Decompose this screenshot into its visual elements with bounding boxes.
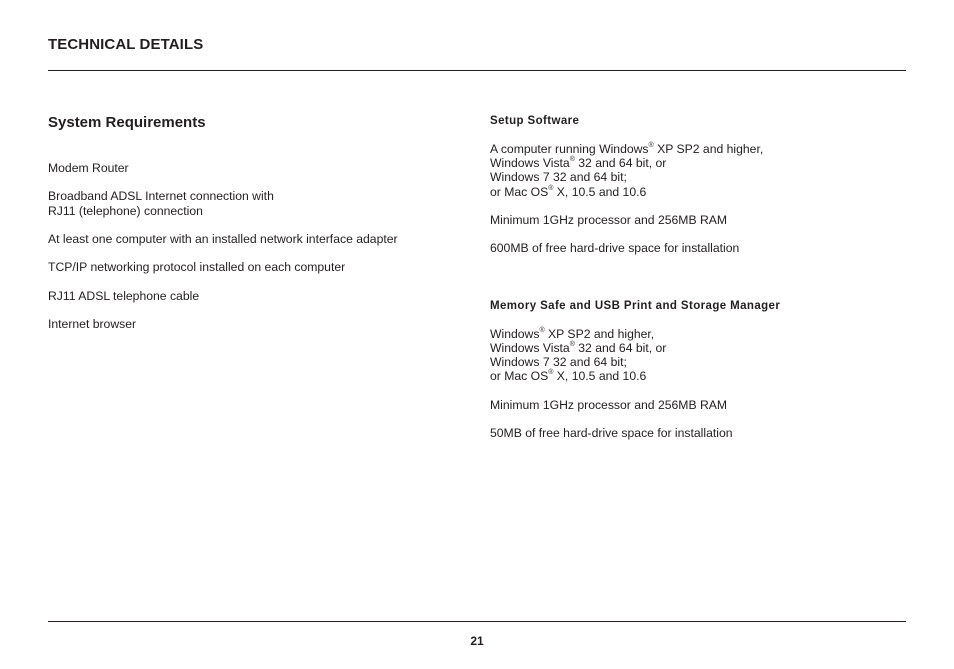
requirement-item — [48, 161, 458, 175]
requirement-item — [48, 317, 458, 331]
right-column — [490, 113, 890, 455]
header-divider — [48, 70, 906, 71]
requirement-item — [48, 232, 458, 246]
requirement-line: RJ11 ADSL telephone cable — [48, 288, 200, 303]
setup-processor-requirement: Minimum 1GHz processor and 256MB RAM — [490, 213, 728, 227]
os-line: Windows Vista® 32 and 64 bit, or — [490, 156, 667, 171]
requirement-line: Broadband ADSL Internet connection with — [48, 189, 274, 204]
requirement-line: Internet browser — [48, 317, 137, 332]
os-line: Windows 7 32 and 64 bit; — [490, 355, 627, 370]
requirement-line: TCP/IP networking protocol installed on each computer — [48, 260, 346, 275]
left-column — [48, 113, 458, 346]
requirement-line: At least one computer with an installed network interface adapter — [48, 231, 398, 246]
setup-os-requirements — [490, 142, 890, 199]
requirement-item — [48, 260, 458, 274]
os-line: A computer running Windows® XP SP2 and higher, — [490, 141, 764, 156]
page-header-title: TECHNICAL DETAILS — [48, 36, 204, 53]
os-line: Windows® XP SP2 and higher, — [490, 326, 655, 341]
requirement-line: Modem Router — [48, 161, 129, 175]
os-line: Windows Vista® 32 and 64 bit, or — [490, 340, 667, 355]
footer-divider — [48, 621, 906, 622]
requirement-line: RJ11 (telephone) connection — [48, 203, 203, 218]
os-line: or Mac OS® X, 10.5 and 10.6 — [490, 369, 647, 384]
memory-os-requirements — [490, 327, 890, 384]
os-line: or Mac OS® X, 10.5 and 10.6 — [490, 184, 647, 199]
requirement-item — [48, 189, 458, 217]
memory-processor-requirement: Minimum 1GHz processor and 256MB RAM — [490, 397, 728, 412]
setup-software-heading: Setup Software — [490, 115, 580, 127]
system-requirements-heading: System Requirements — [48, 114, 206, 131]
memory-disk-requirement: 50MB of free hard-drive space for installation — [490, 426, 733, 441]
memory-safe-heading: Memory Safe and USB Print and Storage Manager — [490, 299, 781, 312]
os-line: Windows 7 32 and 64 bit; — [490, 170, 627, 185]
setup-disk-requirement: 600MB of free hard-drive space for installation — [490, 241, 740, 256]
requirement-item — [48, 289, 458, 303]
page-number: 21 — [470, 634, 484, 648]
